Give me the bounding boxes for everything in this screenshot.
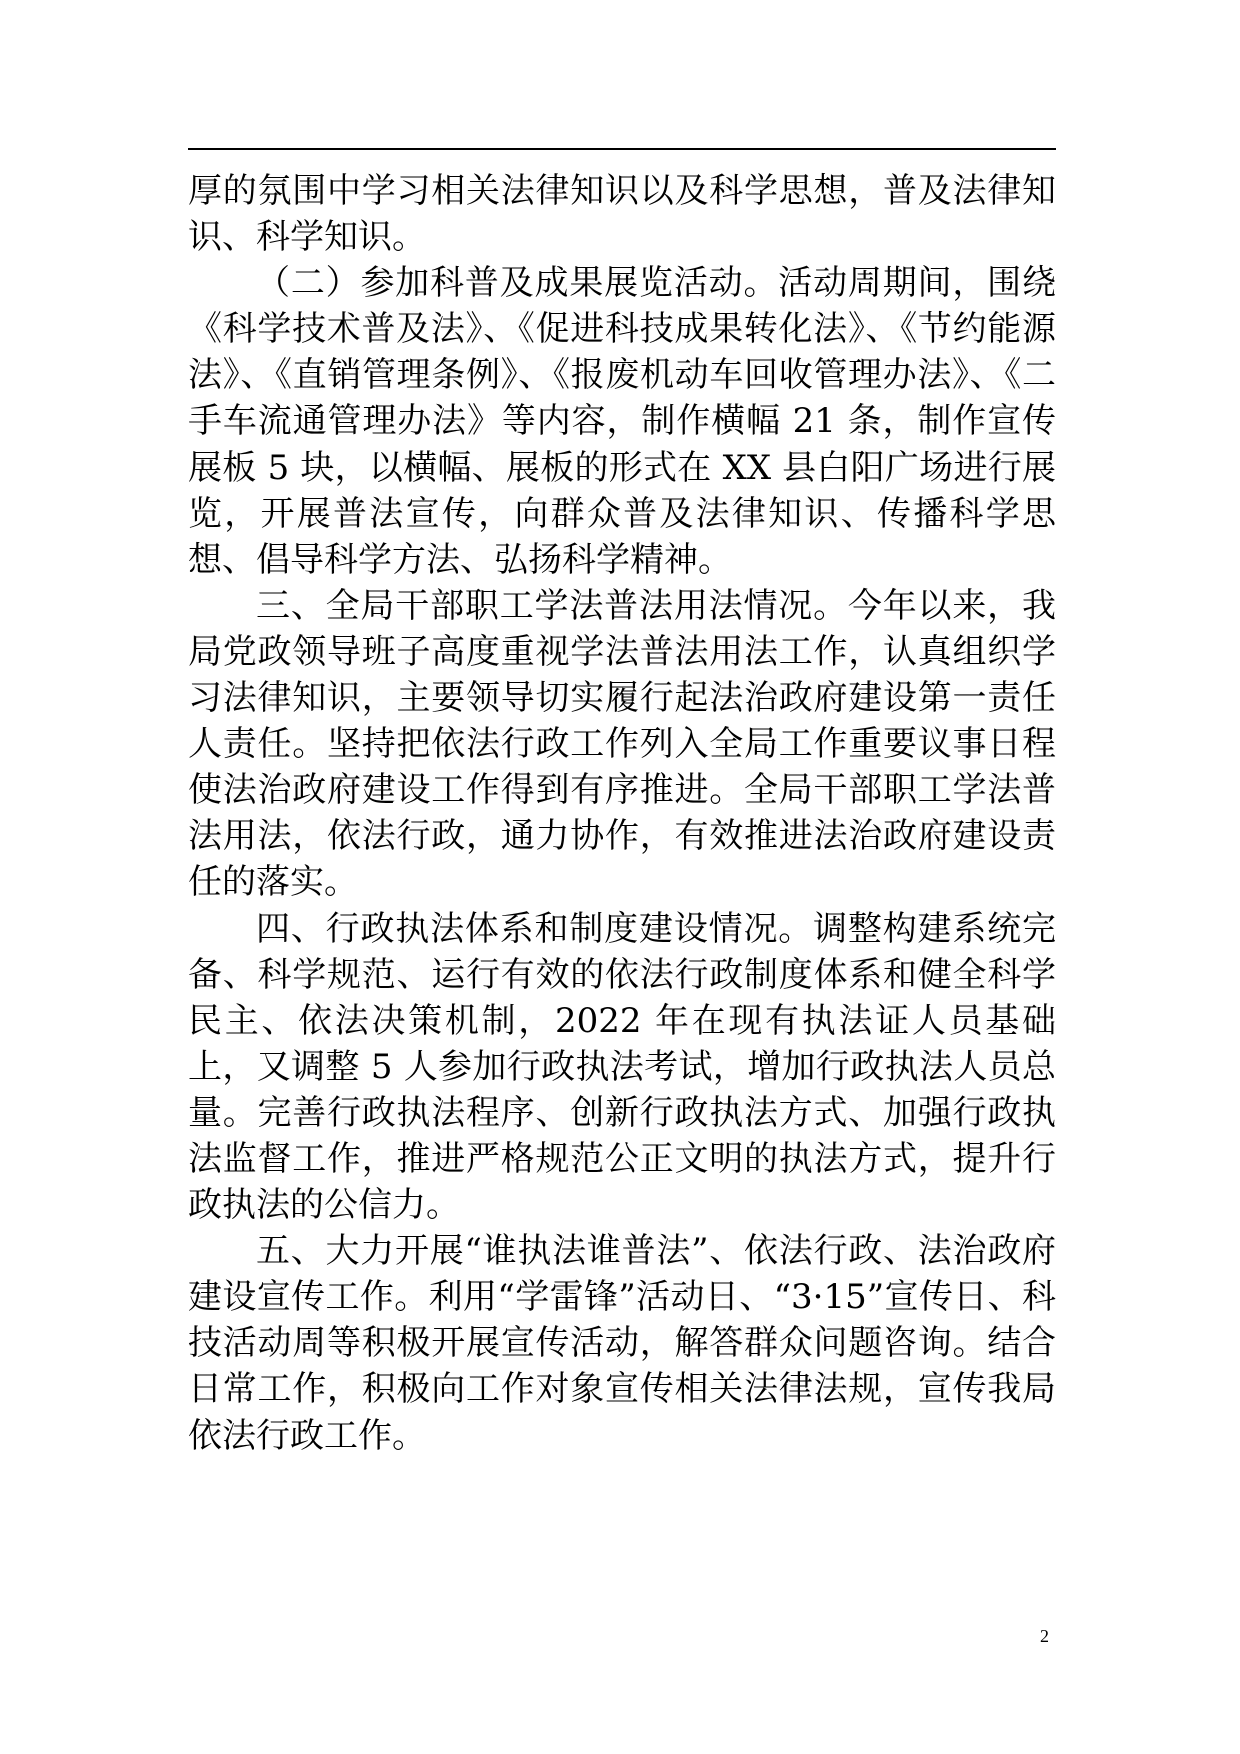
paragraph-enforcement-system: 四、行政执法体系和制度建设情况。调整构建系统完备、科学规范、运行有效的依法行政制度体系和健全科学民主、依法决策机制，2022 年在现有执法证人员基础上，又调整 5 人参加行政执法考试，增加行政执法人员总量。完善行政执法程序、创新行政执法方式、加强行政执法监督工作，推进严格规范公正文明的执法方式，提升行政执法的公信力。 <box>188 908 1056 1226</box>
page-number: 2 <box>1040 1626 1049 1646</box>
paragraph-continued-intro: 厚的氛围中学习相关法律知识以及科学思想，普及法律知识、科学知识。 <box>188 171 1056 258</box>
document-body <box>188 168 1056 1459</box>
header-rule <box>188 148 1056 150</box>
paragraph-publicity-work: 五、大力开展“谁执法谁普法”、依法行政、法治政府建设宣传工作。利用“学雷锋”活动日、“3·15”宣传日、科技活动周等积极开展宣传活动，解答群众问题咨询。结合日常工作，积极向工作对象宣传相关法律法规，宣传我局依法行政工作。 <box>188 1231 1056 1456</box>
paragraph-staff-law-study: 三、全局干部职工学法普法用法情况。今年以来，我局党政领导班子高度重视学法普法用法工作，认真组织学习法律知识，主要领导切实履行起法治政府建设第一责任人责任。坚持把依法行政工作列入全局工作重要议事日程使法治政府建设工作得到有序推进。全局干部职工学法普法用法，依法行政，通力协作，有效推进法治政府建设责任的落实。 <box>188 585 1056 903</box>
paragraph-science-exhibition: （二）参加科普及成果展览活动。活动周期间，围绕《科学技术普及法》、《促进科技成果转化法》、《节约能源法》、《直销管理条例》、《报废机动车回收管理办法》、《二手车流通管理办法》等内容，制作横幅 21 条，制作宣传展板 5 块，以横幅、展板的形式在 XX 县白阳广场进行展览，开展普法宣传，向群众普及法律知识、传播科学思想、倡导科学方法、弘扬科学精神。 <box>188 263 1056 580</box>
